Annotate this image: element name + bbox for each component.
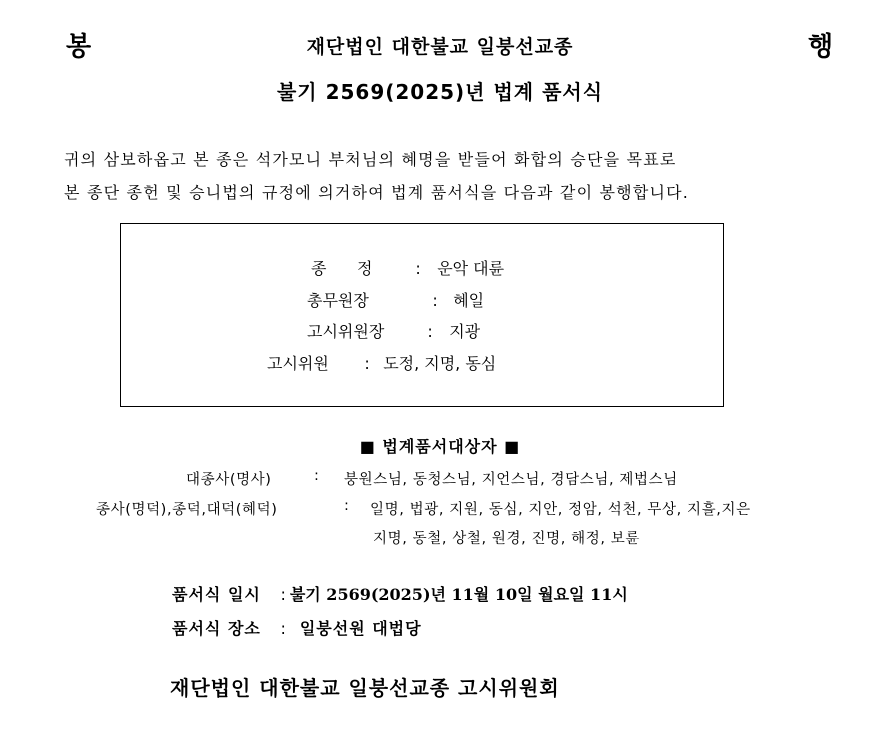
officer-colon: : [364,354,370,373]
event-place-colon: : [280,619,286,638]
event-place-label: 품서식 장소 [172,619,261,638]
target-names-masters: 일명, 법광, 지원, 동심, 지안, 정암, 석천, 무상, 지흘,지은 [370,502,751,518]
intro-line-2: 본 종단 종헌 및 승니법의 규정에 의거하여 법계 품서식을 다음과 같이 봉행합니다. [64,183,690,202]
event-place-row [172,616,422,639]
target-names-masters-continued: 지명, 동철, 상철, 원경, 진명, 해정, 보륜 [373,531,641,547]
organization-title: 재단법인 대한불교 일붕선교종 [306,36,574,58]
target-label-masters: 종사(명덕),종덕,대덕(혜덕) [96,502,278,518]
officer-colon: : [427,322,433,341]
event-datetime-value: 불기 2569(2025)년 11월 10일 월요일 11시 [289,585,628,604]
targets-heading: ■ 법계품서대상자 ■ [359,437,521,456]
officer-colon: : [432,291,438,310]
officer-names: 운악 대륜 [437,259,505,278]
event-datetime-label: 품서식 일시 [172,585,261,604]
event-datetime-colon: : [280,585,286,604]
event-datetime-row [172,582,628,605]
officer-role: 고시위원장 [307,322,385,341]
header-left-char: 봉 [66,32,92,62]
target-colon: : [314,468,320,484]
officer-row-exam-members [267,351,496,374]
officer-role: 고시위원 [267,354,329,373]
officer-names: 지광 [449,322,481,341]
officer-row-exam-chair [307,319,480,342]
target-colon: : [344,498,350,514]
officer-role: 종 정 [311,259,373,278]
footer-organization: 재단법인 대한불교 일붕선교종 고시위원회 [170,676,560,700]
officer-colon: : [415,259,421,278]
target-names-grand-master: 붕원스님, 동청스님, 지언스님, 경담스님, 제법스님 [344,472,678,488]
officer-row-supreme-patriarch [311,256,504,279]
ceremony-title: 불기 2569(2025)년 법계 품서식 [276,80,604,104]
intro-line-1: 귀의 삼보하옵고 본 종은 석가모니 부처님의 혜명을 받들어 화합의 승단을 목표로 [64,150,677,169]
officer-names: 도정, 지명, 동심 [383,354,497,373]
officer-row-administrator [307,288,484,311]
event-place-value: 일붕선원 대법당 [299,619,422,638]
header-right-char: 행 [808,32,834,62]
target-label-grand-master: 대종사(명사) [186,472,272,488]
officer-names: 혜일 [453,291,485,310]
officers-box [120,223,724,407]
officer-role: 총무원장 [307,291,369,310]
